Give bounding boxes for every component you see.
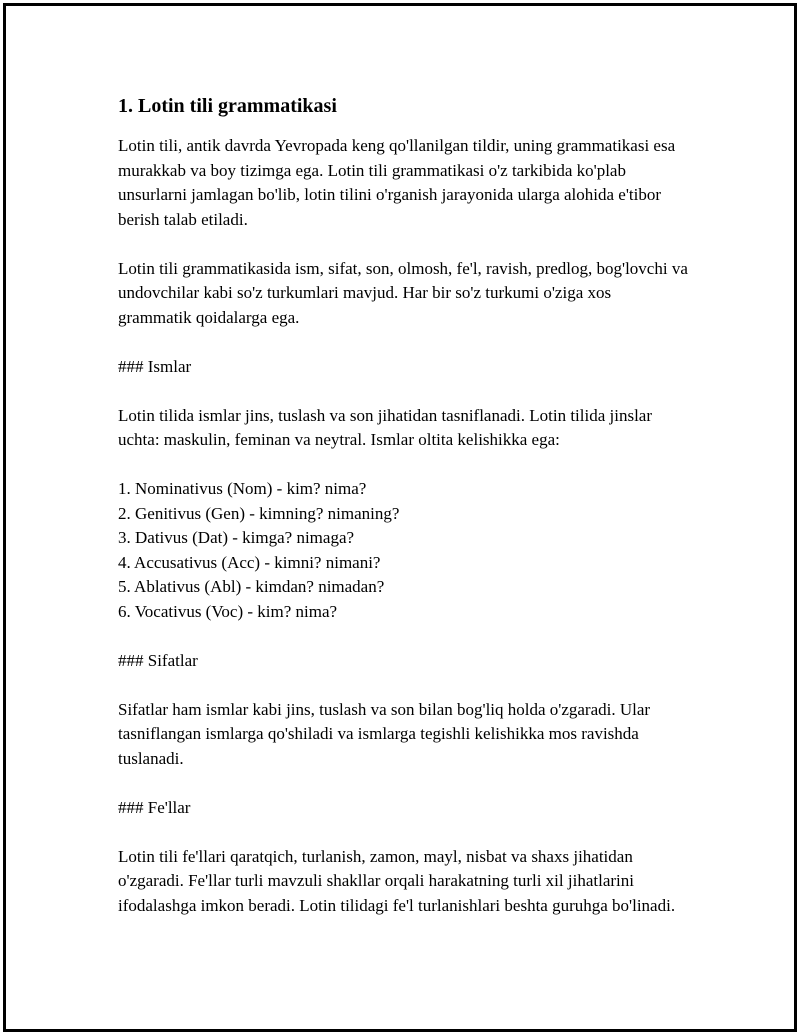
- list-item: 4. Accusativus (Acc) - kimni? nimani?: [118, 552, 381, 572]
- ismlar-heading: ### Ismlar: [118, 356, 192, 376]
- fellar-paragraph: Lotin tili fe'llari qaratqich, turlanish, zamon, mayl, nisbat va shaxs jihatidan o'zgaradi. Fe'llar turli mavzuli shakllar orqali harakatning turli xil jihatlarini ifodalashga imkon beradi. Lotin tilidagi fe'l turlanishlari beshta guruhga bo'linadi.: [118, 846, 676, 915]
- cases-list: [118, 477, 688, 624]
- intro-paragraph: Lotin tili, antik davrda Yevropada keng qo'llanilgan tildir, uning grammatikasi esa murakkab va boy tizimga ega. Lotin tili grammatikasi o'z tarkibida ko'plab unsurlarni jamlagan bo'lib, lotin tilini o'rganish jarayonida ularga alohida e'tibor berish talab etiladi.: [118, 136, 676, 229]
- page-title: 1. Lotin tili grammatikasi: [118, 95, 337, 117]
- sifatlar-heading: ### Sifatlar: [118, 650, 198, 670]
- list-item: 3. Dativus (Dat) - kimga? nimaga?: [118, 528, 355, 547]
- list-item: 6. Vocativus (Voc) - kim? nima?: [118, 601, 338, 621]
- list-item: 5. Ablativus (Abl) - kimdan? nimadan?: [118, 577, 385, 596]
- sifatlar-paragraph: Sifatlar ham ismlar kabi jins, tuslash va son bilan bog'liq holda o'zgaradi. Ular tasniflangan ismlarga qo'shiladi va ismlarga tegishli kelishikka mos ravishda tuslanadi.: [118, 699, 651, 768]
- document-body: [118, 92, 688, 943]
- list-item: 1. Nominativus (Nom) - kim? nima?: [118, 479, 367, 498]
- parts-of-speech-paragraph: Lotin tili grammatikasida ism, sifat, son, olmosh, fe'l, ravish, predlog, bog'lovchi va undovchilar kabi so'z turkumlari mavjud. Har bir so'z turkumi o'ziga xos grammatik qoidalarga ega.: [118, 258, 688, 327]
- list-item: 2. Genitivus (Gen) - kimning? nimaning?: [118, 503, 400, 523]
- fellar-heading: ### Fe'llar: [118, 797, 191, 817]
- ismlar-paragraph: Lotin tilida ismlar jins, tuslash va son jihatidan tasniflanadi. Lotin tilida jinslar uchta: maskulin, feminan va neytral. Ismlar oltita kelishikka ega:: [118, 405, 653, 449]
